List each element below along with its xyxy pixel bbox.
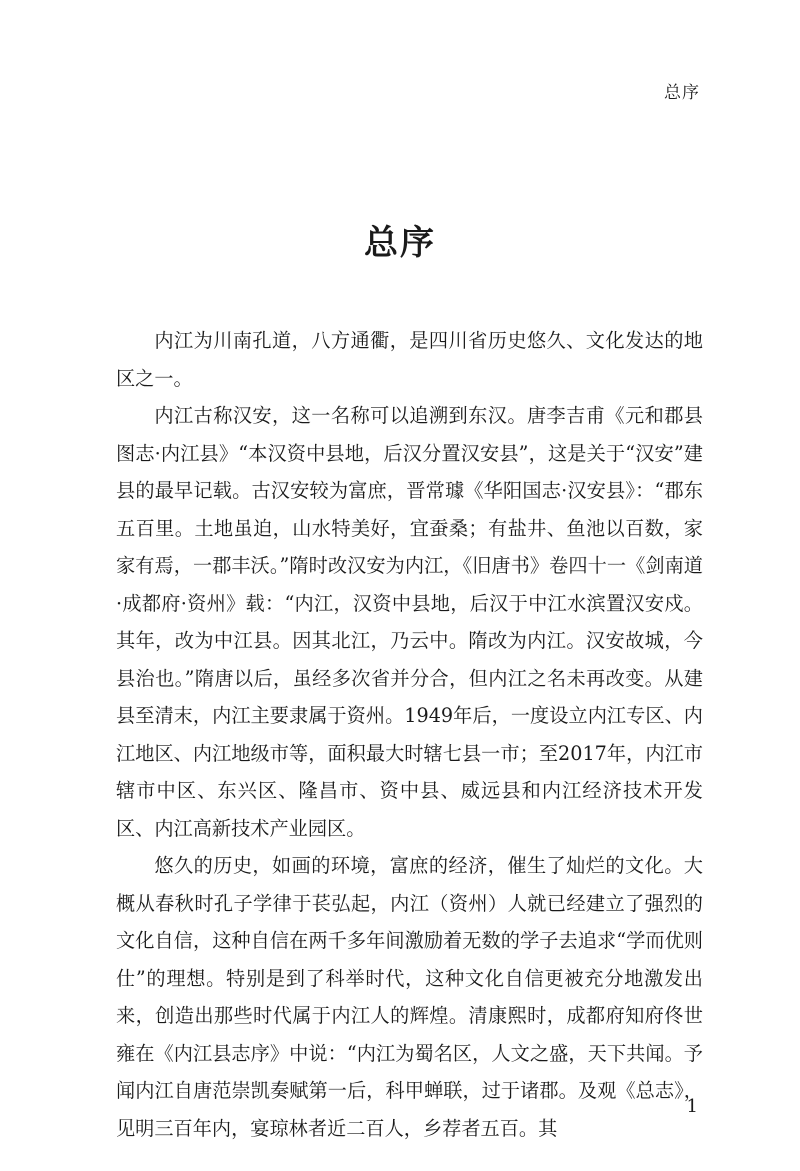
paragraph-1: 内江为川南孔道，八方通衢，是四川省历史悠久、文化发达的地区之一。 [116,329,703,390]
page-title: 总序 [364,222,436,263]
running-header: 总序 [664,83,700,103]
paragraph-3: 悠久的历史，如画的环境，富庶的经济，催生了灿烂的文化。大概从春秋时孔子学律于苌弘起，内江（资州）人就已经建立了强烈的文化自信，这种自信在两千多年间激励着无数的学子去追求“学而优则仕”的理想。特别是到了科举时代，这种文化自信更被充分地激发出来，创造出那些时代属于内江人的辉煌。清康熙时，成都府知府佟世雍在《内江县志序》中说：“内江为蜀名区，人文之盛，天下共闻。予闻内江自唐范崇凯奏赋第一后，科甲蝉联，过于诸郡。及观《总志》，见明三百年内，宴琼林者近二百人，乡荐者五百。其 [116,854,703,1140]
body-text [116,322,703,1147]
page-number: 1 [686,1096,698,1117]
paragraph-2: 内江古称汉安，这一名称可以追溯到东汉。唐李吉甫《元和郡县图志·内江县》“本汉资中县地，后汉分置汉安县”，这是关于“汉安”建县的最早记载。古汉安较为富庶，晋常璩《华阳国志·汉安县》：“郡东五百里。土地虽迫，山水特美好，宜蚕桑；有盐井、鱼池以百数，家家有焉，一郡丰沃。”隋时改汉安为内江，《旧唐书》卷四十一《剑南道·成都府·资州》载：“内江，汉资中县地，后汉于中江水滨置汉安戍。其年，改为中江县。因其北江，乃云中。隋改为内江。汉安故城，今县治也。”隋唐以后，虽经多次省并分合，但内江之名未再改变。从建县至清末，内江主要隶属于资州。1949年后，一度设立内江专区、内江地区、内江地级市等，面积最大时辖七县一市；至2017年，内江市辖市中区、东兴区、隆昌市、资中县、威远县和内江经济技术开发区、内江高新技术产业园区。 [116,404,703,840]
